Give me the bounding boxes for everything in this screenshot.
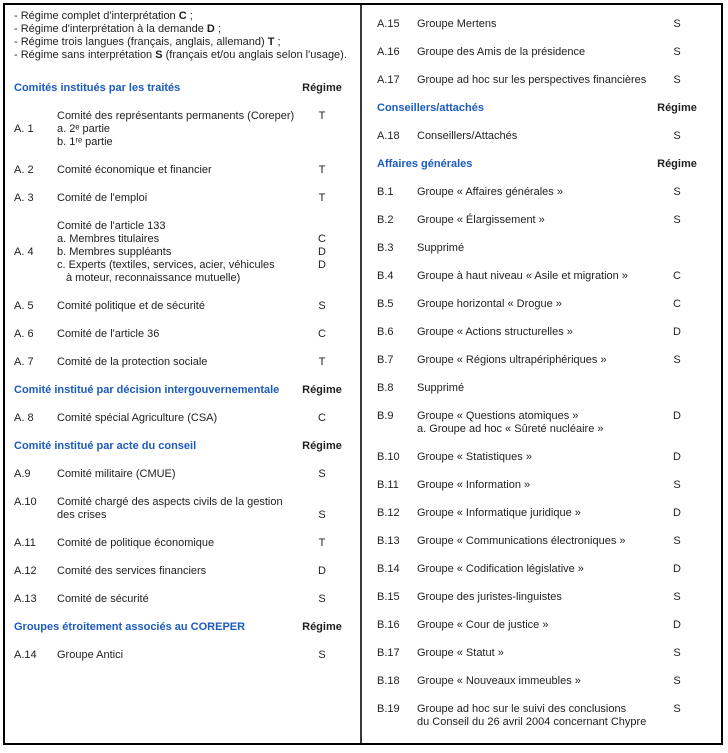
entry-text: Comité de l'article 36 (57, 328, 160, 340)
section-heading-label: Affaires générales (377, 158, 473, 170)
entry-line (377, 214, 699, 227)
left-column (14, 0, 347, 677)
section-heading (14, 384, 344, 397)
section-heading (14, 621, 344, 634)
entry-row (377, 451, 699, 464)
entry-regime-letter: T (318, 192, 326, 204)
entry-text: Groupe Antici (57, 649, 124, 661)
entry-line (377, 410, 699, 423)
entry-line (14, 259, 344, 272)
entry-line (14, 233, 344, 246)
entry-row (14, 220, 344, 285)
entry-regime-letter: S (318, 468, 326, 480)
entry-code: B.8 (377, 382, 394, 394)
right-column (377, 0, 699, 744)
entry-regime-letter: C (673, 298, 681, 310)
entry-text: Groupe « Régions ultrapériphériques » (417, 354, 607, 366)
entry-row (14, 412, 344, 425)
entry-regime-letter: S (673, 675, 681, 687)
regime-legend (14, 10, 347, 62)
regime-column-header: Régime (302, 621, 342, 633)
entry-text: Comité de l'article 133 (57, 220, 166, 232)
section-heading (377, 158, 699, 171)
entry-code: A. 2 (14, 164, 34, 176)
entry-row (377, 703, 699, 729)
entry-line (377, 382, 699, 395)
entry-text: Groupe « Informatique juridique » (417, 507, 581, 519)
entry-code: A.14 (14, 649, 37, 661)
entry-code (14, 136, 57, 149)
entry-code: B.10 (377, 451, 400, 463)
entry-code: B.11 (377, 479, 399, 491)
entry-line (14, 537, 344, 550)
entry-code: B.16 (377, 619, 400, 631)
legend-regime-letter: T (267, 36, 275, 48)
entry-line (377, 647, 699, 660)
entry-line (377, 326, 699, 339)
legend-regime-letter: D (206, 23, 215, 35)
entry-row (14, 593, 344, 606)
entry-row (377, 46, 699, 59)
left-blocks (14, 82, 344, 662)
regime-column-header: Régime (657, 102, 697, 114)
entry-row (14, 468, 344, 481)
legend-regime-letter: C (178, 10, 187, 22)
entry-row (377, 619, 699, 632)
entry-code (14, 509, 57, 522)
entry-code: B.6 (377, 326, 394, 338)
entry-code: B.3 (377, 242, 394, 254)
entry-text: Groupe à haut niveau « Asile et migration » (417, 270, 628, 282)
entry-row (14, 537, 344, 550)
entry-text: Groupe des juristes-linguistes (417, 591, 562, 603)
legend-regime-letter: S (155, 49, 163, 61)
entry-regime-letter: T (318, 110, 326, 122)
entry-line (14, 496, 344, 509)
entry-line (377, 423, 699, 436)
entry-line (14, 164, 344, 177)
entry-row (377, 647, 699, 660)
entry-text: Groupe « Questions atomiques » (417, 410, 579, 422)
entry-regime-letter (300, 272, 344, 285)
entry-line (14, 300, 344, 313)
entry-code: B.17 (377, 647, 400, 659)
entry-text: Comité de politique économique (57, 537, 215, 549)
entry-line (377, 703, 699, 716)
entry-text: du Conseil du 26 avril 2004 concernant Chypre (417, 716, 647, 728)
entry-text: Groupe « Information » (417, 479, 531, 491)
entry-regime-letter: S (673, 74, 681, 86)
entry-line (377, 46, 699, 59)
entry-regime-letter: D (673, 451, 681, 463)
entry-code: A. 8 (14, 412, 34, 424)
legend-text-post: ; (274, 36, 281, 48)
entry-line (14, 220, 344, 233)
entry-code: B.14 (377, 563, 400, 575)
entry-line (377, 186, 699, 199)
entry-row (377, 479, 699, 492)
entry-line (14, 412, 344, 425)
legend-text-post: ; (214, 23, 221, 35)
regime-column-header: Régime (302, 384, 342, 396)
entry-row (377, 382, 699, 395)
entry-regime-letter (300, 220, 344, 233)
entry-code: B.13 (377, 535, 400, 547)
entry-text: b. 1ʳᵉ partie (57, 136, 113, 148)
entry-code: A.12 (14, 565, 37, 577)
entry-text: Groupe ad hoc sur les perspectives financières (417, 74, 647, 86)
section-heading-label: Conseillers/attachés (377, 102, 484, 114)
entry-line (377, 354, 699, 367)
entry-text: c. Experts (textiles, services, acier, véhicules (57, 259, 275, 271)
entry-line (14, 246, 344, 259)
entry-regime-letter: S (318, 300, 326, 312)
entry-line (14, 468, 344, 481)
entry-regime-letter: D (318, 565, 326, 577)
entry-code: A.13 (14, 593, 37, 605)
entry-text: b. Membres suppléants (57, 246, 172, 258)
entry-text: à moteur, reconnaissance mutuelle) (66, 272, 241, 284)
entry-regime-letter: C (318, 412, 326, 424)
entry-text: Groupe « Élargissement » (417, 214, 545, 226)
entry-line (14, 192, 344, 205)
entry-code: A.17 (377, 74, 400, 86)
legend-text-post: (français et/ou anglais selon l'usage). (162, 49, 347, 61)
entry-text: Groupe Mertens (417, 18, 497, 30)
legend-text-pre: - Régime trois langues (français, anglais, allemand) (14, 36, 268, 48)
section-heading (14, 82, 344, 95)
entry-row (377, 563, 699, 576)
entry-line (14, 593, 344, 606)
entry-regime-letter: D (673, 410, 681, 422)
entry-row (377, 535, 699, 548)
section-heading-label: Groupes étroitement associés au COREPER (14, 621, 246, 633)
entry-text: Supprimé (417, 382, 465, 394)
entry-code: A. 1 (14, 123, 34, 135)
entry-regime-letter: T (318, 537, 326, 549)
entry-row (377, 18, 699, 31)
entry-code: A. 3 (14, 192, 34, 204)
entry-row (14, 164, 344, 177)
entry-text: Comité de l'emploi (57, 192, 148, 204)
entry-regime-letter: S (673, 18, 681, 30)
entry-text: Groupe « Affaires générales » (417, 186, 563, 198)
entry-line (377, 270, 699, 283)
entry-code: A.9 (14, 468, 31, 480)
entry-line (377, 298, 699, 311)
entry-row (377, 298, 699, 311)
entry-code: B.4 (377, 270, 394, 282)
entry-regime-letter: D (673, 326, 681, 338)
entry-regime-letter (655, 242, 699, 255)
entry-regime-letter (300, 136, 344, 149)
entry-row (14, 328, 344, 341)
entry-text: Comité des services financiers (57, 565, 207, 577)
entry-regime-letter: C (318, 328, 326, 340)
entry-code (14, 110, 57, 123)
entry-line (377, 18, 699, 31)
entry-code (14, 233, 57, 246)
entry-regime-letter: C (673, 270, 681, 282)
entry-regime-letter (300, 496, 344, 509)
entry-code (14, 259, 57, 272)
entry-regime-letter: T (318, 356, 326, 368)
entry-regime-letter: C (318, 233, 326, 245)
legend-line (14, 10, 344, 23)
entry-line (377, 242, 699, 255)
legend-text-pre: - Régime complet d'interprétation (14, 10, 179, 22)
entry-text: Groupe « Codification législative » (417, 563, 584, 575)
entry-line (377, 74, 699, 87)
entry-regime-letter: S (673, 647, 681, 659)
entry-code: A. 6 (14, 328, 34, 340)
regime-column-header: Régime (302, 82, 342, 94)
entry-text: Comité de sécurité (57, 593, 149, 605)
entry-text: Comité des représentants permanents (Coreper) (57, 110, 295, 122)
entry-text: Groupe « Cour de justice » (417, 619, 549, 631)
entry-code: B.19 (377, 703, 400, 715)
entry-code: B.2 (377, 214, 394, 226)
entry-text: Groupe horizontal « Drogue » (417, 298, 562, 310)
entry-line (377, 619, 699, 632)
entry-line (14, 565, 344, 578)
entry-row (377, 326, 699, 339)
entry-regime-letter: S (673, 703, 681, 715)
entry-code: B.15 (377, 591, 400, 603)
entry-code: A.16 (377, 46, 400, 58)
entry-row (377, 186, 699, 199)
entry-text: Comité spécial Agriculture (CSA) (57, 412, 218, 424)
legend-line (14, 36, 344, 49)
entry-code: B.18 (377, 675, 400, 687)
entry-text: Groupe « Statistiques » (417, 451, 532, 463)
column-divider (360, 5, 362, 743)
entry-text: Comité chargé des aspects civils de la gestion (57, 496, 283, 508)
entry-line (377, 716, 699, 729)
entry-line (377, 479, 699, 492)
entry-code: B.9 (377, 410, 394, 422)
entry-regime-letter: S (673, 535, 681, 547)
entry-code: A.10 (14, 496, 37, 508)
entry-text: Groupe des Amis de la présidence (417, 46, 586, 58)
entry-regime-letter: S (318, 593, 326, 605)
entry-text: Comité économique et financier (57, 164, 212, 176)
entry-text: Groupe « Communications électroniques » (417, 535, 626, 547)
entry-regime-letter: S (673, 354, 681, 366)
entry-code (377, 423, 417, 436)
entry-regime-letter: S (673, 130, 681, 142)
entry-row (377, 354, 699, 367)
entry-regime-letter: D (673, 507, 681, 519)
entry-line (14, 272, 344, 285)
entry-regime-letter (655, 423, 699, 436)
entry-row (14, 356, 344, 369)
entry-row (14, 192, 344, 205)
entry-code (377, 716, 417, 729)
entry-code: A. 7 (14, 356, 34, 368)
entry-row (377, 242, 699, 255)
entry-text: a. Membres titulaires (57, 233, 160, 245)
entry-regime-letter (300, 123, 344, 136)
entry-regime-letter: D (673, 619, 681, 631)
entry-row (14, 110, 344, 149)
entry-regime-letter: T (318, 164, 326, 176)
entry-text: Comité de la protection sociale (57, 356, 208, 368)
entry-text: Comité politique et de sécurité (57, 300, 205, 312)
entry-code: B.1 (377, 186, 394, 198)
entry-regime-letter: S (318, 509, 326, 521)
entry-line (377, 675, 699, 688)
entry-text: Conseillers/Attachés (417, 130, 518, 142)
section-heading-label: Comité institué par décision intergouvernementale (14, 384, 280, 396)
entry-text: Groupe ad hoc sur le suivi des conclusions (417, 703, 627, 715)
entry-code: A.11 (14, 537, 36, 549)
entry-line (14, 328, 344, 341)
entry-line (14, 509, 344, 522)
entry-text: Groupe « Statut » (417, 647, 504, 659)
entry-row (377, 591, 699, 604)
legend-text-pre: - Régime sans interprétation (14, 49, 156, 61)
entry-code: B.12 (377, 507, 400, 519)
entry-line (14, 110, 344, 123)
section-heading (14, 440, 344, 453)
entry-line (377, 563, 699, 576)
entry-row (377, 410, 699, 436)
entry-code: A. 5 (14, 300, 34, 312)
section-heading-label: Comités institués par les traités (14, 82, 181, 94)
entry-row (377, 74, 699, 87)
entry-text: Supprimé (417, 242, 465, 254)
entry-regime-letter: S (673, 214, 681, 226)
regime-column-header: Régime (302, 440, 342, 452)
entry-line (377, 130, 699, 143)
entry-regime-letter: D (318, 259, 326, 271)
entry-line (377, 535, 699, 548)
section-heading-label: Comité institué par acte du conseil (14, 440, 197, 452)
entry-regime-letter: S (673, 46, 681, 58)
entry-row (377, 507, 699, 520)
regime-column-header: Régime (657, 158, 697, 170)
entry-line (14, 123, 344, 136)
entry-row (14, 649, 344, 662)
legend-text-pre: - Régime d'interprétation à la demande (14, 23, 207, 35)
entry-text: a. Groupe ad hoc « Sûreté nucléaire » (417, 423, 604, 435)
entry-row (14, 496, 344, 522)
entry-regime-letter: S (318, 649, 326, 661)
entry-line (14, 136, 344, 149)
entry-text: Groupe « Nouveaux immeubles » (417, 675, 581, 687)
entry-regime-letter: S (673, 479, 681, 491)
entry-code (14, 220, 57, 233)
entry-regime-letter (655, 716, 699, 729)
entry-row (377, 270, 699, 283)
entry-line (377, 507, 699, 520)
entry-code: A.15 (377, 18, 400, 30)
legend-line (14, 23, 344, 36)
entry-line (377, 451, 699, 464)
entry-regime-letter: D (318, 246, 326, 258)
entry-line (14, 356, 344, 369)
entry-row (377, 675, 699, 688)
right-blocks (377, 18, 699, 729)
entry-code: B.7 (377, 354, 394, 366)
entry-row (377, 130, 699, 143)
entry-regime-letter: S (673, 186, 681, 198)
legend-text-post: ; (186, 10, 193, 22)
entry-code: A.18 (377, 130, 400, 142)
entry-code (14, 272, 57, 285)
entry-regime-letter (655, 382, 699, 395)
entry-code: A. 4 (14, 246, 34, 258)
legend-line (14, 49, 347, 62)
entry-code: B.5 (377, 298, 394, 310)
entry-text: Comité militaire (CMUE) (57, 468, 176, 480)
entry-row (14, 300, 344, 313)
entry-text: a. 2ᵉ partie (57, 123, 111, 135)
entry-row (377, 214, 699, 227)
entry-row (14, 565, 344, 578)
entry-regime-letter: S (673, 591, 681, 603)
entry-line (14, 649, 344, 662)
entry-regime-letter: D (673, 563, 681, 575)
entry-line (377, 591, 699, 604)
entry-text: Groupe « Actions structurelles » (417, 326, 573, 338)
section-heading (377, 102, 699, 115)
entry-text: des crises (57, 509, 107, 521)
